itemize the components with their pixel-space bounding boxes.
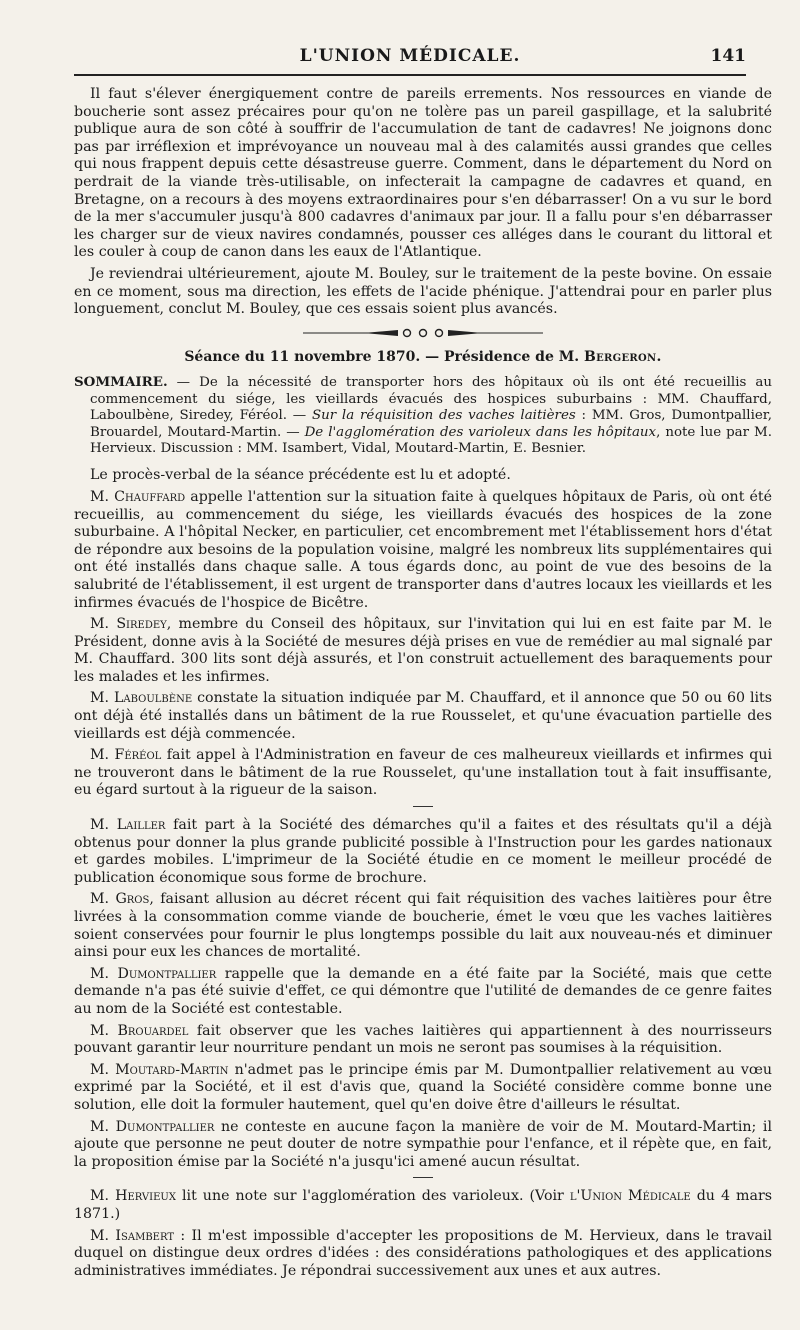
- speaker-paragraph: [74, 1062, 772, 1115]
- speaker-name: Siredey: [116, 616, 167, 633]
- speaker-paragraph: [74, 747, 772, 800]
- speaker-paragraph: [74, 690, 772, 743]
- speaker-prefix: M.: [90, 1227, 116, 1244]
- speaker-name: Gros: [115, 891, 150, 908]
- section-rule: [413, 806, 433, 807]
- speaker-name: Lailler: [116, 817, 166, 834]
- summary-part-1: — De la nécessité de transporter hors des hôpitaux où ils ont été recueillis au commencement du siége, les vieillards évacués des hospices suburbains : MM. Chauffard, Laboulbène, Siredey, Féréol. —: [90, 375, 772, 424]
- speaker-paragraph: [74, 1188, 772, 1223]
- speaker-name: Dumontpallier: [115, 1118, 215, 1135]
- speaker-paragraph: [74, 1023, 772, 1058]
- paragraph-text: fait part à la Société des démarches qu'il a faites et des résultats qu'il a déjà obtenus pour donner la plus grande publicité possible à l'Instruction pour les gardes nationaux et gardes mobiles. L'imprimeur de la Société étudie en ce moment le meilleur procédé de publication économique sous forme de brochure.: [74, 817, 772, 886]
- session-title: Séance du 11 novembre 1870. — Présidence de M.: [184, 348, 584, 365]
- speaker-prefix: M.: [90, 817, 117, 834]
- paragraph-text: constate la situation indiquée par M. Chauffard, et il annonce que 50 ou 60 lits ont déjà été installés dans un bâtiment de la rue Rousselet, et qu'une évacuation partielle des vieillards est déjà commencée.: [74, 690, 773, 742]
- speaker-prefix: M.: [90, 965, 118, 982]
- section-rule: [413, 1177, 433, 1178]
- page-body: [74, 86, 772, 1280]
- running-title: L'UNION MÉDICALE.: [299, 46, 521, 66]
- speaker-prefix: M.: [90, 747, 115, 764]
- paragraph-text: fait observer que les vaches laitières qui appartiennent à des nourrisseurs pouvant garantir leur nourriture pendant un mois ne seront pas soumises à la réquisition.: [74, 1022, 772, 1057]
- speaker-name: Laboulbène: [113, 690, 193, 707]
- page-number: 141: [710, 46, 746, 66]
- speaker-name: Isambert: [115, 1227, 174, 1244]
- summary-topic-1: Sur la réquisition des vaches laitières: [311, 408, 576, 424]
- speaker-prefix: M.: [90, 488, 115, 505]
- summary-lead: SOMMAIRE.: [74, 374, 168, 391]
- speaker-paragraph: [74, 817, 772, 887]
- paragraph-text: Le procès-verbal de la séance précédente est lu et adopté.: [90, 467, 511, 484]
- speaker-prefix: M.: [90, 616, 117, 633]
- paragraph-text: : Il m'est impossible d'accepter les propositions de M. Hervieux, dans le travail duquel on distingue deux ordres d'idées : des considérations pathologiques et des applications administratives immédiates. Je répondrai successivement aux unes et aux autres.: [74, 1227, 773, 1279]
- speaker-paragraph: [74, 1119, 772, 1172]
- speaker-paragraph: [74, 616, 772, 686]
- paragraph-text: rappelle que la demande en a été faite par la Société, mais que cette demande n'a pas été suivie d'effet, ce qui démontre que l'utilité de demandes de ce genre faites au nom de la Société est contestable.: [74, 965, 772, 1017]
- speaker-paragraph: [74, 489, 772, 612]
- summary-part-2: : MM. Gros, Dumontpallier, Brouardel, Moutard-Martin. —: [90, 408, 772, 440]
- paragraph-text: n'admet pas le principe émis par M. Dumontpallier relativement au vœu exprimé par la Société, et il est d'avis que, quand la Société considère comme bonne une solution, elle doit la formuler hautement, quel qu'en doive être d'ailleurs le résultat.: [74, 1061, 773, 1113]
- session-president: Bergeron.: [584, 348, 662, 365]
- section-hospitals: [74, 467, 772, 800]
- journal-reference: l'Union Médicale: [569, 1188, 691, 1205]
- paragraph-text: , membre du Conseil des hôpitaux, sur l'invitation qui lui en est faite par M. le Président, donne avis à la Société de mesures déjà prises en vue de remédier au mal signalé par M. Chauffard. 300 lits sont déjà assurés, et l'on construit actuellement des baraquements pour les malades et les infirmes.: [74, 616, 772, 685]
- paragraph-text: , faisant allusion au décret récent qui fait réquisition des vaches laitières pour être livrées à la consommation comme viande de boucherie, émet le vœu que les vaches laitières soient conservées pour fournir le plus longtemps possible du lait aux nouveau-nés et diminuer ainsi pour eux les chances de mortalité.: [74, 891, 773, 961]
- speaker-name: Chauffard: [114, 488, 186, 505]
- speaker-name: Hervieux: [115, 1188, 176, 1205]
- section-varioleux: [74, 1188, 772, 1280]
- summary-part-3: , note lue par M. Hervieux. Discussion : MM. Isambert, Vidal, Moutard-Martin, E. Besnier.: [90, 424, 772, 456]
- paragraph-tail: du 4 mars 1871.): [74, 1188, 773, 1222]
- paragraph-text: ne conteste en aucune façon la manière de voir de M. Moutard-Martin; il ajoute que personne ne peut douter de notre sympathie pour l'enfance, et il répète que, en fait, la proposition émise par la Société n'a jusqu'ici amené aucun résultat.: [74, 1118, 772, 1170]
- session-heading: [74, 349, 772, 367]
- speaker-prefix: M.: [90, 891, 116, 908]
- paragraph-text: fait appel à l'Administration en faveur de ces malheureux vieillards et infirmes qui ne trouveront dans le bâtiment de la rue Rousselet, qu'une installation tout à fait insuffisante, eu égard surtout à la rigueur de la saison.: [74, 747, 773, 799]
- speaker-prefix: M.: [90, 1061, 116, 1078]
- page-header: [74, 40, 746, 76]
- speaker-name: Moutard-Martin: [115, 1061, 229, 1078]
- summary-topic-2: De l'agglomération des varioleux dans les hôpitaux: [304, 424, 657, 440]
- ornament-divider: [303, 327, 543, 339]
- intro-paragraph-2: Je reviendrai ultérieurement, ajoute M. Bouley, sur le traitement de la peste bovine. On essaie en ce moment, sous ma direction, les effets de l'acide phénique. J'attendrai pour en parler plus longuement, conclut M. Bouley, que ces essais soient plus avancés.: [74, 265, 772, 318]
- paragraph-text: appelle l'attention sur la situation faite à quelques hôpitaux de Paris, où ont été recueillis, au commencement du siége, les vieillards évacués des hospices de la zone suburbaine. A l'hôpital Necker, en particulier, cet encombrement met l'établissement hors d'état de répondre aux besoins de la population voisine, malgré les nombreux lits supplémentaires qui ont été installés dans chaque salle. A tous égards donc, au point de vue des besoins de la salubrité de l'établissement, il est urgent de transporter dans d'autres locaux les vieillards et les infirmes évacués de l'hospice de Bicêtre.: [74, 488, 772, 611]
- speaker-name: Dumontpallier: [117, 965, 217, 982]
- summary: [74, 374, 772, 457]
- speaker-prefix: M.: [90, 1022, 118, 1039]
- speaker-paragraph: [74, 1228, 772, 1281]
- speaker-paragraph: [74, 966, 772, 1019]
- speaker-prefix: M.: [90, 1188, 116, 1205]
- speaker-paragraph: [74, 891, 772, 961]
- speaker-prefix: M.: [90, 1118, 116, 1135]
- speaker-prefix: M.: [90, 690, 114, 707]
- section-cows: [74, 817, 772, 1171]
- speaker-paragraph: [74, 467, 772, 485]
- speaker-name: Brouardel: [117, 1022, 189, 1039]
- intro-paragraph-1: Il faut s'élever énergiquement contre de pareils errements. Nos ressources en viande de boucherie sont assez précaires pour qu'on ne tolère pas un pareil gaspillage, et la salubrité publique aura de son côté à souffrir de l'accumulation de tant de cadavres! Ne joignons donc pas par irréflexion et imprévoyance un nouveau mal à des calamités aussi grandes que celles qui nous frappent depuis cette désastreuse guerre. Comment, dans le département du Nord on perdrait de la viande très-utilisable, on infecterait la campagne de cadavres et quand, en Bretagne, on a recours à des moyens extraordinaires pour s'en débarrasser! On a vu sur le bord de la mer s'accumuler jusqu'à 800 cadavres d'animaux par jour. Il a fallu pour s'en débarrasser les charger sur de vieux navires condamnés, pousser ces alléges dans le courant du littoral et les couler à coup de canon dans les eaux de l'Atlantique.: [74, 86, 772, 261]
- paragraph-text: lit une note sur l'agglomération des varioleux. (Voir: [175, 1188, 570, 1205]
- speaker-name: Féréol: [114, 747, 162, 764]
